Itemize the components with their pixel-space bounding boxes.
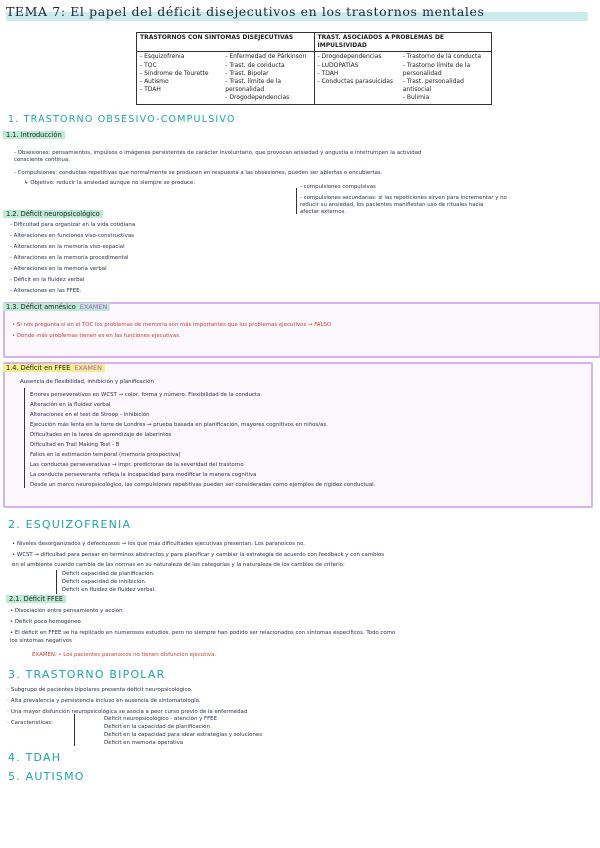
section-5-title: 5. AUTISMO <box>8 770 85 783</box>
text-line: Ausencia de flexibilidad, inhibición y planificación <box>20 379 154 385</box>
exam-tag: EXAMEN <box>79 303 108 311</box>
table-col2b <box>403 53 488 102</box>
text-line: • Déficit poco homogéneo <box>10 619 81 625</box>
table-cell: - Drogodependencias <box>225 94 290 102</box>
text-line: - Alteraciones en la memoria procedimental <box>10 255 129 261</box>
table-cell: - Trast. Bipolar <box>225 69 269 77</box>
section-1-title: 1. TRASTORNO OBSESIVO-COMPULSIVO <box>8 114 236 125</box>
text-line: Desde un marco neuropsicológico, las compulsiones repetitivas pueden ser consideradas como ejemplos de rigidez conductual. <box>30 482 376 488</box>
subsection-1-2-title: 1.2. Déficit neuropsicológico <box>3 210 103 218</box>
table-col1-header: TRASTORNOS CON SINTOMAS DISEJECUTIVAS <box>137 33 315 51</box>
table-cell: - Trast. personalidad antisocial <box>402 78 464 94</box>
page-title: TEMA 7: El papel del déficit disejecutivos en los trastornos mentales <box>6 4 594 24</box>
text-line: en el ambiente cuando cambia de las normas en su naturaleza de las categorías y la naturaleza de los cambios de criterio: <box>12 562 345 568</box>
exam-note: EXAMEN: • Los pacientes paranoicos no tienen disfunción ejecutiva. <box>32 652 217 658</box>
text-line: - Alteraciones en las FFEE. <box>10 288 82 294</box>
table-col1a <box>140 53 225 102</box>
text-line: - Déficit en la fluidez verbal <box>10 277 85 283</box>
text-line: - compulsiones secundarias: si las repeticiones sirven para incrementar y no <box>300 195 507 201</box>
text-line: ◦ Características: <box>6 720 53 726</box>
subsection-2-1-title: 2.1. Déficit FFEE <box>6 595 66 603</box>
text-line: Déficit capacidad de planificación. <box>62 571 155 577</box>
exam-note: • Si nos pregunta si en el TOC los problemas de memoria son más importantes que los problemas ejecutivos → FALSO <box>12 322 332 328</box>
table-col2-header: TRAST. ASOCIADOS A PROBLEMAS DE IMPULSIVIDAD <box>317 34 445 50</box>
table-cell: - Trast. de conducta <box>225 61 285 69</box>
subsection-1-1-title: 1.1. Introducción <box>3 131 65 139</box>
text-line: Déficit en memoria operativa <box>104 740 184 746</box>
text-line: - Alteraciones en funciones viso-constructivas <box>10 233 134 239</box>
text-line: consciente continua. <box>14 157 70 163</box>
text-line: Errores perseverativos en WCST → color, forma y número. Flexibilidad de la conducta. <box>30 392 262 398</box>
text-line: ◦ Subgrupo de pacientes bipolares presenta déficit neuropsicológico. <box>6 687 193 693</box>
text-line: Ejecución más lenta en la torre de Londres → prueba basada en planificación, mayores cognitivos en niños/as. <box>30 422 328 428</box>
text-line: Alteraciones en el test de Stroop - inhibición <box>30 412 150 418</box>
text-line: afectar externos. <box>300 209 347 215</box>
text-line: reducir su ansiedad, los pacientes manifiestan uso de rituales hacia <box>300 202 484 208</box>
table-cell: - Trastorno límite de la personalidad <box>402 61 471 77</box>
text-line: - Alteraciones en la memoria verbal <box>10 266 107 272</box>
text-line: La conducta perseverante refleja la incapacidad para modificar la manera cognitiva <box>30 472 257 478</box>
table-cell: - Conductas parasuicidas <box>317 78 394 86</box>
bracket-line <box>24 388 25 488</box>
table-cell: - Enfermedad de Párkinson <box>225 53 307 61</box>
text-line: Las conductas perseverativas → impr. predictoras de la severidad del trastorno <box>30 462 244 468</box>
text-line: Fallos en la estimación temporal (memoria prospectiva) <box>30 452 181 458</box>
text-line: Déficit en la capacidad de planificación <box>104 724 210 730</box>
text-line: los síntomas negativos <box>10 638 72 644</box>
text-line: - Dificultad para organizar en la vida cotidiana <box>10 222 136 228</box>
text-line: - Compulsiones: conductas repetitivas que normalmente se producen en respuesta a las obsesiones, pueden ser abiertas o encubiertas. <box>14 170 383 176</box>
table-cell: - Trast. límite de la personalidad <box>225 78 282 94</box>
text-line: Déficit en la capacidad para idear estrategias y soluciones <box>104 732 263 738</box>
table-cell: - TDAH <box>140 86 161 94</box>
table-cell: - TDAH <box>317 69 339 77</box>
section-4-title: 4. TDAH <box>8 751 62 764</box>
table-cell: - Drogodependencias <box>317 53 382 61</box>
subsection-1-4-title: 1.4. Déficit en FFEE EXAMEN <box>3 364 105 372</box>
text-line: - Obsesiones: pensamientos, impulsos o imágenes persistentes de carácter involuntario, que provocan ansiedad y angustia e interrumpen la actividad <box>14 150 422 156</box>
text-line: Alteración en la fluidez verbal <box>30 402 111 408</box>
table-cell: - Bulimia <box>402 94 430 102</box>
text-line: ↳ Objetivo: reducir la ansiedad aunque no siempre se produce. <box>24 180 196 186</box>
bracket-line <box>56 570 57 594</box>
text-line: • WCST → dificultad para pensar en términos abstractos y para planificar y cambiar la estrategia de acuerdo con feedback y con cambios <box>12 552 385 558</box>
bracket-line <box>296 188 297 214</box>
text-line: - compulsiones compulsivas <box>300 184 376 190</box>
section-2-title: 2. ESQUIZOFRENIA <box>8 518 132 531</box>
section-3-title: 3. TRASTORNO BIPOLAR <box>8 668 166 681</box>
exam-tag: EXAMEN <box>74 364 102 372</box>
text-line: Dificultad en Trail Making Test - B <box>30 442 120 448</box>
disorders-table <box>136 32 492 105</box>
table-cell: - Trastorno de la conducta <box>402 53 482 61</box>
text-line: ◦ Una mayor disfunción neuropsicológica se asocia a peor curso previo de la enfermedad <box>6 709 248 715</box>
table-cell: - TOC <box>140 61 157 69</box>
table-header <box>137 33 491 52</box>
exam-note: • Donde más problemas tienen es en las funciones ejecutivas. <box>12 333 181 339</box>
table-col2a <box>318 53 403 102</box>
text-line: Déficit neuropsicológico - atención y FFEE <box>104 716 217 722</box>
text-line: Déficit en fluidez de fluidez verbal. <box>62 587 156 593</box>
table-cell: - Autismo <box>140 78 169 86</box>
text-line: Déficit capacidad de inhibición. <box>62 579 147 585</box>
table-cell: - Esquizofrenia <box>140 53 185 61</box>
text-line: • El déficit en FFEE se ha replicado en numerosos estudios, pero no siempre han podido ser relacionados con síntomas específicos. Todo como <box>10 630 396 636</box>
table-col1b <box>225 53 310 102</box>
text-line: • Niveles desorganizados y defectuosos → los que más dificultades ejecutivas presentan. Los paranoicos no. <box>12 541 305 547</box>
text-line: - Alteraciones en la memoria viso-espacial <box>10 244 125 250</box>
subsection-1-3-title: 1.3. Déficit amnésico EXAMEN <box>3 303 110 311</box>
table-cell: - LUDOPATÍAS <box>317 61 359 69</box>
bracket-line <box>74 714 75 746</box>
text-line: ◦ Alta prevalencia y persistencia incluso en ausencia de sintomatología. <box>6 698 201 704</box>
text-line: • Disociación entre pensamiento y acción <box>10 608 123 614</box>
table-cell: - Síndrome de Tourette <box>140 69 209 77</box>
text-line: Dificultades en la tarea de aprendizaje de laberintos <box>30 432 172 438</box>
